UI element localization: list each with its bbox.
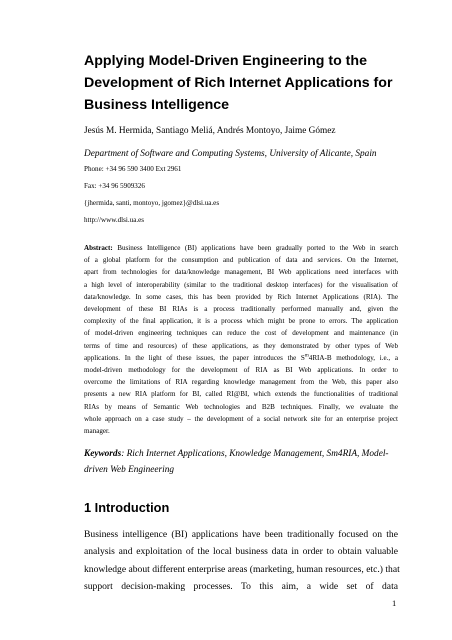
abstract-line: complexity of the final application, it is a process which might be prone to errors. The application (84, 317, 398, 326)
email: {jhermida, santi, montoyo, jgomez}@dlsi.ua.es (84, 199, 220, 207)
abstract-line: of model-driven engineering techniques can reduce the cost of development and maintenance (in (84, 329, 398, 338)
fax: Fax: +34 96 5909326 (84, 182, 145, 190)
affiliation: Department of Software and Computing Systems, University of Alicante, Spain (84, 149, 377, 159)
website-link[interactable]: http://www.dlsi.ua.es (84, 216, 145, 224)
abstract-line: of a global platform for the consumption and publication of data and services. On the Internet, (84, 256, 398, 265)
title-line: Business Intelligence (84, 97, 230, 113)
phone: Phone: +34 96 590 3400 Ext 2961 (84, 165, 182, 173)
keywords-line: driven Web Engineering (84, 465, 175, 475)
abstract-line: data/knowledge. In some cases, this has been provided by Rich Internet Applications (RIA). The (84, 292, 398, 301)
abstract-line: presents a new RIA platform for BI, called RI@BI, which extends the functionalities of traditional (84, 390, 398, 399)
abstract-line: terms of time and resources) of these applications, as they demonstrated by other types of Web (84, 341, 398, 350)
superscript-m: m (304, 353, 309, 359)
keywords-line: Keywords: Rich Internet Applications, Knowledge Management, Sm4RIA, Model- (84, 449, 389, 459)
abstract-line: model-driven methodology for the development of RIA as BI Web applications. In order to (84, 366, 398, 375)
body-line: analysis and exploitation of the local business data in order to obtain valuable (84, 546, 398, 558)
page-number: 1 (392, 598, 397, 608)
title-line: Applying Model-Driven Engineering to the (84, 53, 367, 69)
abstract-line: manager. (84, 427, 110, 436)
body-line: knowledge about different enterprise areas (marketing, human resources, etc.) that (84, 563, 400, 575)
paper-title (84, 50, 414, 116)
abstract-line: development of these BI RIAs is a process traditionally performed manually and, given the (84, 305, 398, 314)
body-line: support decision-making processes. To this aim, a wide set of data (84, 580, 398, 592)
abstract-line: overcome the limitations of RIA regarding knowledge management from the Web, this paper also (84, 378, 398, 387)
abstract-line: RIAs by means of Semantic Web technologies and B2B techniques. Finally, we evaluate the (84, 402, 398, 411)
abstract-line: apart from technologies for data/knowledge management, BI Web applications need interfaces with (84, 268, 398, 277)
abstract-label: Abstract: (84, 244, 113, 252)
keywords (84, 446, 398, 478)
abstract-line: a high level of interoperability (similar to the traditional desktop interfaces) for the visualisation of (84, 280, 398, 289)
abstract-line: applications. In the light of these issues, the paper introduces the $S^m4RIA-B$ methodology, i.e., a (84, 353, 398, 362)
abstract-line: Abstract: Business Intelligence (BI) applications have been gradually ported to the Web in search (84, 244, 398, 252)
body-line: Business intelligence (BI) applications have been traditionally focused on the (84, 529, 398, 540)
keywords-label: Keywords (84, 449, 122, 459)
body-text (84, 526, 398, 595)
author-list: Jesús M. Hermida, Santiago Meliá, Andrés Montoyo, Jaime Gómez (84, 126, 336, 136)
title-line: Development of Rich Internet Applications for (84, 75, 393, 91)
section-heading: 1 Introduction (84, 500, 170, 515)
abstract (84, 242, 398, 437)
abstract-line: whole approach on a case study – the development of a social network site for an enterprise project (84, 414, 398, 423)
